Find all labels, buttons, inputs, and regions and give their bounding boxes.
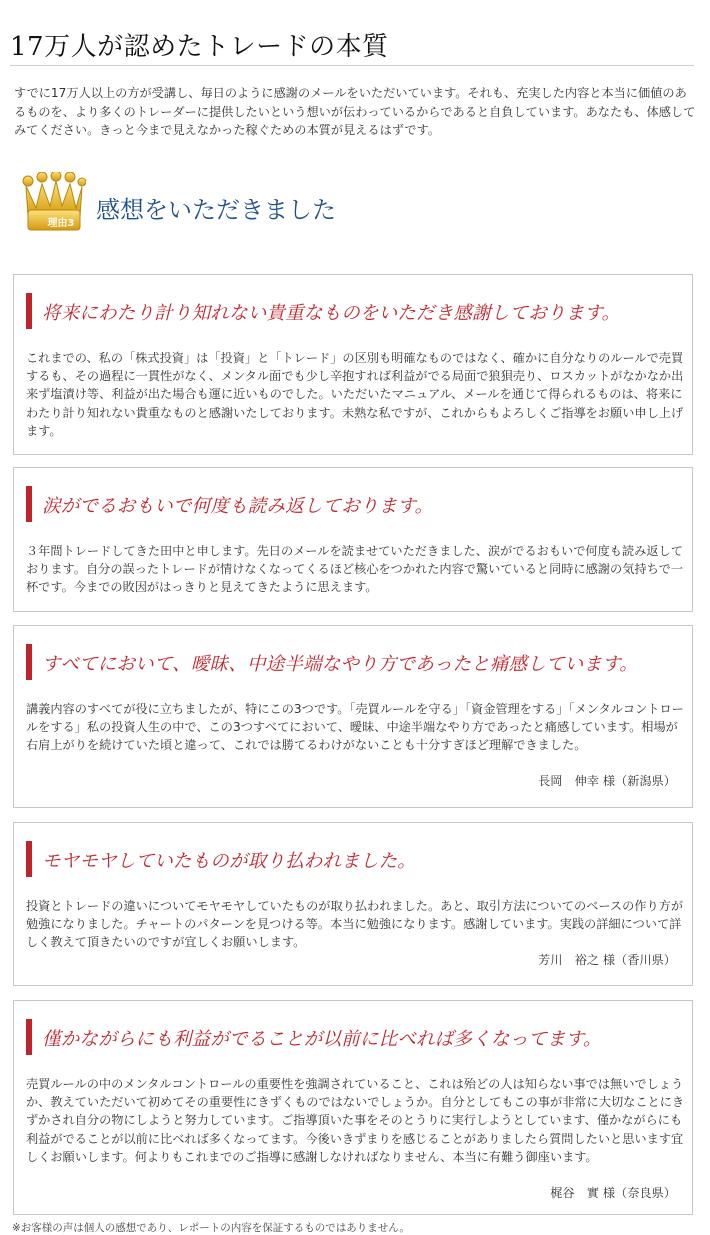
reason-badge: 理由3 xyxy=(47,218,75,229)
intro-paragraph: すでに17万人以上の方が受講し、毎日のように感謝のメールをいただいています。それも、充実した内容と本当に価値のあるものを、より多くのトレーダーに提供したいという想いが伝わっているからであると自負しています。あなたも、体感してみてください。きっと今まで見えなかった稼ぐための本質が見えるはずです。 xyxy=(14,86,696,137)
testimonial-body: ３年間トレードしてきた田中と申します。先日のメールを読ませていただきました、涙がでるおもいで何度も読み返しております。自分の誤ったトレードが情けなくなってくるほど核心をつかれた内容で驚いていると同時に感謝の気持ちで一杯です。今までの敗因がはっきりと見えてきたように思えます。 xyxy=(26,544,684,595)
testimonial-heading: 将来にわたり計り知れない貴重なものをいただき感謝しております。 xyxy=(42,303,621,324)
testimonial-heading-block xyxy=(26,1019,682,1055)
disclaimer-footnote: ※お客様の声は個人の感想であり、レポートの内容を保証するものではありません。 xyxy=(12,1222,410,1234)
page-title: 17万人が認めたトレードの本質 xyxy=(10,32,389,62)
testimonial-heading-block xyxy=(26,841,682,877)
testimonial-signature: 長岡 伸幸 様（新潟県） xyxy=(538,774,676,788)
testimonial-heading: すべてにおいて、曖昧、中途半端なやり方であったと痛感しています。 xyxy=(42,654,638,675)
testimonial-card xyxy=(13,822,693,986)
testimonial-body: 投資とトレードの違いについてモヤモヤしていたものが取り払われました。あと、取引方法についてのベースの作り方が勉強になりました。チャートのパターンを見つける等。本当に勉強になります。感謝しています。実践の詳細について詳しく教えて頂きたいのですが宜しくお願いします。 xyxy=(26,899,684,950)
testimonial-body: 売買ルールの中のメンタルコントロールの重要性を強調されていること、これは殆どの人は知らない事では無いでしょうか、教えていただいて初めてその重要性にきずくものではないでしょうか。自分としてもこの事が非常に大切なことにきずかされ自分の物にしようと努力しています。ご指導頂いた事をそのとうりに実行しようとしています、僅かながらにも利益がでることが以前に比べれば多くなってます。今後いきずまりを感じることがありましたら質問したいと思います宜しくお願いします。何よりもこれまでのご指導に感謝しなければなりません、本当に有難う御座います。 xyxy=(26,1077,685,1164)
testimonial-signature: 梶谷 實 様（奈良県） xyxy=(550,1186,676,1200)
testimonial-heading-block xyxy=(26,293,682,329)
reason-header xyxy=(20,172,420,236)
testimonial-body: これまでの、私の「株式投資」は「投資」と「トレード」の区別も明確なものではなく、確かに自分なりのルールで売買するも、その過程に一貫性がなく、メンタル面でも少し辛抱すれば利益がでる局面で狼狽売り、ロスカットがなかなか出来ず塩漬け等、利益が出た場合も運に近いものでした。いただいたマニュアル、メールを通じて得られるものは、将来にわたり計り知れない貴重なものと感謝いたしております。未熟な私ですが、これからもよろしくご指導をお願い申し上げます。 xyxy=(26,351,684,438)
testimonial-card xyxy=(13,274,693,455)
reason-title: 感想をいただきました xyxy=(96,196,336,224)
testimonial-card xyxy=(13,625,693,808)
testimonial-card xyxy=(13,1000,693,1215)
testimonial-heading-block xyxy=(26,644,682,680)
title-divider xyxy=(10,65,694,66)
testimonial-body: 講義内容のすべてが役に立ちましたが、特にこの3つです。「売買ルールを守る」「資金管理をする」「メンタルコントロールをする」私の投資人生の中で、この3つすべてにおいて、曖昧、中途半端なやり方であったと痛感しています。相場が右肩上がりを続けていた頃と違って、これでは勝てるわけがないことも十分すぎほど理解できました。 xyxy=(26,702,684,753)
testimonial-heading: モヤモヤしていたものが取り払われました。 xyxy=(42,851,417,872)
testimonial-heading-block xyxy=(26,486,682,522)
testimonial-heading: 僅かながらにも利益がでることが以前に比べれば多くなってます。 xyxy=(42,1029,602,1050)
testimonial-card xyxy=(13,467,693,612)
testimonial-signature: 芳川 裕之 様（香川県） xyxy=(538,953,676,967)
testimonial-heading: 涙がでるおもいで何度も読み返しております。 xyxy=(42,496,434,517)
